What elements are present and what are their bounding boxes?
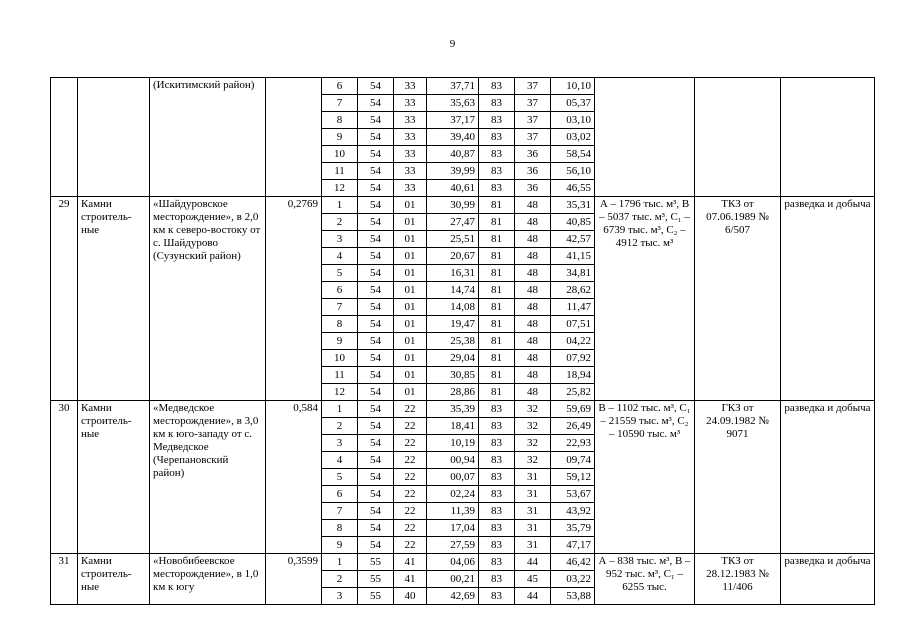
point-number: 10 — [322, 146, 358, 163]
lat-sec: 37,71 — [427, 78, 479, 95]
lat-min: 22 — [394, 520, 427, 537]
point-number: 1 — [322, 401, 358, 418]
lon-sec: 18,94 — [551, 367, 595, 384]
lat-sec: 14,74 — [427, 282, 479, 299]
mineral-type: Камни строитель-ные — [78, 554, 150, 605]
lat-deg: 55 — [358, 588, 394, 605]
lat-min: 41 — [394, 554, 427, 571]
purpose-cell — [781, 78, 875, 197]
lat-deg: 55 — [358, 554, 394, 571]
deposit-number: 30 — [51, 401, 78, 554]
deposits-table — [50, 77, 875, 605]
lat-sec: 00,07 — [427, 469, 479, 486]
lon-deg: 81 — [479, 282, 515, 299]
lat-sec: 30,99 — [427, 197, 479, 214]
mineral-type: Камни строитель-ные — [78, 197, 150, 401]
lon-deg: 81 — [479, 265, 515, 282]
license-area — [266, 78, 322, 197]
deposit-number: 31 — [51, 554, 78, 605]
lat-sec: 27,47 — [427, 214, 479, 231]
lat-deg: 54 — [358, 452, 394, 469]
point-number: 8 — [322, 520, 358, 537]
lon-min: 31 — [515, 486, 551, 503]
lon-sec: 34,81 — [551, 265, 595, 282]
lat-sec: 19,47 — [427, 316, 479, 333]
lon-deg: 81 — [479, 248, 515, 265]
lon-sec: 03,10 — [551, 112, 595, 129]
point-number: 7 — [322, 95, 358, 112]
point-number: 2 — [322, 418, 358, 435]
point-number: 5 — [322, 265, 358, 282]
lat-min: 01 — [394, 367, 427, 384]
point-number: 4 — [322, 248, 358, 265]
lat-sec: 39,40 — [427, 129, 479, 146]
lon-sec: 35,79 — [551, 520, 595, 537]
lon-deg: 83 — [479, 435, 515, 452]
lat-deg: 54 — [358, 384, 394, 401]
lat-min: 22 — [394, 503, 427, 520]
lat-sec: 42,69 — [427, 588, 479, 605]
lat-deg: 54 — [358, 299, 394, 316]
deposit-number — [51, 78, 78, 197]
lat-deg: 54 — [358, 486, 394, 503]
lon-deg: 83 — [479, 112, 515, 129]
lon-deg: 81 — [479, 316, 515, 333]
lon-sec: 56,10 — [551, 163, 595, 180]
purpose-cell: разведка и добыча — [781, 197, 875, 401]
lat-sec: 17,04 — [427, 520, 479, 537]
lon-min: 48 — [515, 384, 551, 401]
lon-sec: 53,67 — [551, 486, 595, 503]
point-number: 6 — [322, 282, 358, 299]
lon-sec: 35,31 — [551, 197, 595, 214]
lat-min: 01 — [394, 384, 427, 401]
approval-cell: ТКЗ от 28.12.1983 № 11/406 — [695, 554, 781, 605]
lon-min: 48 — [515, 333, 551, 350]
point-number: 9 — [322, 333, 358, 350]
lat-sec: 28,86 — [427, 384, 479, 401]
lon-deg: 83 — [479, 503, 515, 520]
point-number: 9 — [322, 129, 358, 146]
lat-min: 22 — [394, 486, 427, 503]
deposit-location: «Шайдуровское месторождение», в 2,0 км к северо-востоку от с. Шайдурово (Сузунский район) — [150, 197, 266, 401]
lat-min: 22 — [394, 401, 427, 418]
mineral-type: Камни строитель-ные — [78, 401, 150, 554]
lat-min: 01 — [394, 248, 427, 265]
lon-sec: 26,49 — [551, 418, 595, 435]
lat-deg: 55 — [358, 571, 394, 588]
table-row — [51, 554, 875, 571]
lat-sec: 20,67 — [427, 248, 479, 265]
lon-sec: 10,10 — [551, 78, 595, 95]
table-row — [51, 401, 875, 418]
point-number: 3 — [322, 588, 358, 605]
lon-min: 48 — [515, 367, 551, 384]
lat-deg: 54 — [358, 520, 394, 537]
lat-deg: 54 — [358, 537, 394, 554]
lon-sec: 47,17 — [551, 537, 595, 554]
lon-min: 36 — [515, 146, 551, 163]
lat-min: 22 — [394, 418, 427, 435]
lon-sec: 46,55 — [551, 180, 595, 197]
lat-sec: 00,21 — [427, 571, 479, 588]
reserves-cell: А – 1796 тыс. м³, В – 5037 тыс. м³, С₁ – 6739 тыс. м³, С₂ – 4912 тыс. м³ — [595, 197, 695, 401]
lon-deg: 83 — [479, 129, 515, 146]
lon-min: 37 — [515, 112, 551, 129]
lon-min: 45 — [515, 571, 551, 588]
lat-deg: 54 — [358, 248, 394, 265]
lon-sec: 42,57 — [551, 231, 595, 248]
lon-min: 31 — [515, 537, 551, 554]
lon-sec: 07,51 — [551, 316, 595, 333]
lat-sec: 25,38 — [427, 333, 479, 350]
lat-min: 01 — [394, 265, 427, 282]
lon-deg: 83 — [479, 452, 515, 469]
lat-deg: 54 — [358, 401, 394, 418]
lat-min: 33 — [394, 129, 427, 146]
lon-min: 32 — [515, 401, 551, 418]
lat-sec: 04,06 — [427, 554, 479, 571]
lat-sec: 10,19 — [427, 435, 479, 452]
page-number: 9 — [449, 38, 456, 50]
lon-min: 48 — [515, 214, 551, 231]
lon-sec: 59,69 — [551, 401, 595, 418]
lat-min: 01 — [394, 282, 427, 299]
lat-deg: 54 — [358, 146, 394, 163]
point-number: 11 — [322, 163, 358, 180]
purpose-cell: разведка и добыча — [781, 554, 875, 605]
point-number: 12 — [322, 384, 358, 401]
lon-sec: 11,47 — [551, 299, 595, 316]
lon-min: 48 — [515, 248, 551, 265]
lat-min: 40 — [394, 588, 427, 605]
lon-deg: 83 — [479, 537, 515, 554]
lat-min: 01 — [394, 299, 427, 316]
reserves-cell: А – 838 тыс. м³, В – 952 тыс. м³, С₁ – 6255 тыс. — [595, 554, 695, 605]
table-row — [51, 197, 875, 214]
point-number: 7 — [322, 299, 358, 316]
point-number: 9 — [322, 537, 358, 554]
lon-min: 48 — [515, 231, 551, 248]
lat-deg: 54 — [358, 95, 394, 112]
purpose-cell: разведка и добыча — [781, 401, 875, 554]
lon-deg: 81 — [479, 367, 515, 384]
lon-sec: 07,92 — [551, 350, 595, 367]
lat-deg: 54 — [358, 282, 394, 299]
lon-deg: 83 — [479, 520, 515, 537]
lat-deg: 54 — [358, 435, 394, 452]
lat-min: 33 — [394, 180, 427, 197]
approval-cell: ТКЗ от 07.06.1989 № 6/507 — [695, 197, 781, 401]
lon-deg: 83 — [479, 78, 515, 95]
lon-deg: 81 — [479, 333, 515, 350]
lat-sec: 14,08 — [427, 299, 479, 316]
lon-deg: 81 — [479, 197, 515, 214]
point-number: 1 — [322, 197, 358, 214]
lat-min: 22 — [394, 435, 427, 452]
lat-deg: 54 — [358, 112, 394, 129]
lat-sec: 40,87 — [427, 146, 479, 163]
lon-min: 37 — [515, 129, 551, 146]
lat-min: 22 — [394, 469, 427, 486]
lon-sec: 59,12 — [551, 469, 595, 486]
lat-min: 33 — [394, 78, 427, 95]
license-area: 0,3599 — [266, 554, 322, 605]
lon-deg: 81 — [479, 231, 515, 248]
lat-min: 33 — [394, 95, 427, 112]
lat-sec: 30,85 — [427, 367, 479, 384]
lat-min: 01 — [394, 231, 427, 248]
lon-min: 48 — [515, 350, 551, 367]
mineral-type — [78, 78, 150, 197]
lat-deg: 54 — [358, 503, 394, 520]
lon-min: 48 — [515, 282, 551, 299]
approval-cell: ГКЗ от 24.09.1982 № 9071 — [695, 401, 781, 554]
lon-deg: 83 — [479, 418, 515, 435]
lat-deg: 54 — [358, 163, 394, 180]
approval-cell — [695, 78, 781, 197]
lat-deg: 54 — [358, 350, 394, 367]
lon-sec: 03,22 — [551, 571, 595, 588]
lat-sec: 25,51 — [427, 231, 479, 248]
lon-min: 36 — [515, 163, 551, 180]
point-number: 6 — [322, 486, 358, 503]
lat-deg: 54 — [358, 367, 394, 384]
lat-min: 01 — [394, 214, 427, 231]
lon-min: 32 — [515, 435, 551, 452]
deposit-number: 29 — [51, 197, 78, 401]
lon-min: 32 — [515, 418, 551, 435]
lon-sec: 25,82 — [551, 384, 595, 401]
lat-sec: 00,94 — [427, 452, 479, 469]
lon-min: 48 — [515, 265, 551, 282]
lat-min: 01 — [394, 197, 427, 214]
lon-min: 37 — [515, 95, 551, 112]
lon-sec: 43,92 — [551, 503, 595, 520]
lon-min: 32 — [515, 452, 551, 469]
point-number: 2 — [322, 571, 358, 588]
lon-deg: 83 — [479, 571, 515, 588]
lon-sec: 41,15 — [551, 248, 595, 265]
lat-sec: 35,63 — [427, 95, 479, 112]
lon-deg: 83 — [479, 554, 515, 571]
lat-sec: 16,31 — [427, 265, 479, 282]
lat-sec: 40,61 — [427, 180, 479, 197]
lon-sec: 46,42 — [551, 554, 595, 571]
lat-sec: 02,24 — [427, 486, 479, 503]
table-row — [51, 78, 875, 95]
lon-deg: 83 — [479, 95, 515, 112]
deposit-location: «Новобибеевское месторождение», в 1,0 км к югу — [150, 554, 266, 605]
lat-deg: 54 — [358, 316, 394, 333]
lat-min: 01 — [394, 333, 427, 350]
lat-min: 01 — [394, 316, 427, 333]
lat-deg: 54 — [358, 418, 394, 435]
reserves-cell: В – 1102 тыс. м³, С₁ – 21559 тыс. м³, С₂ – 10590 тыс. м³ — [595, 401, 695, 554]
lon-sec: 53,88 — [551, 588, 595, 605]
lat-min: 01 — [394, 350, 427, 367]
point-number: 4 — [322, 452, 358, 469]
lon-min: 44 — [515, 588, 551, 605]
lon-deg: 83 — [479, 146, 515, 163]
lat-min: 33 — [394, 112, 427, 129]
point-number: 8 — [322, 316, 358, 333]
lat-min: 22 — [394, 537, 427, 554]
lon-sec: 28,62 — [551, 282, 595, 299]
lon-sec: 04,22 — [551, 333, 595, 350]
lon-deg: 83 — [479, 486, 515, 503]
point-number: 3 — [322, 435, 358, 452]
lat-min: 22 — [394, 452, 427, 469]
lat-deg: 54 — [358, 333, 394, 350]
license-area: 0,2769 — [266, 197, 322, 401]
lon-min: 31 — [515, 503, 551, 520]
lat-sec: 27,59 — [427, 537, 479, 554]
lat-deg: 54 — [358, 129, 394, 146]
lon-min: 48 — [515, 316, 551, 333]
lon-deg: 81 — [479, 299, 515, 316]
lon-deg: 83 — [479, 163, 515, 180]
lon-sec: 40,85 — [551, 214, 595, 231]
lon-sec: 58,54 — [551, 146, 595, 163]
reserves-cell — [595, 78, 695, 197]
point-number: 5 — [322, 469, 358, 486]
point-number: 1 — [322, 554, 358, 571]
lon-sec: 03,02 — [551, 129, 595, 146]
lon-sec: 05,37 — [551, 95, 595, 112]
lon-deg: 83 — [479, 180, 515, 197]
lon-min: 48 — [515, 197, 551, 214]
lon-min: 36 — [515, 180, 551, 197]
lat-sec: 35,39 — [427, 401, 479, 418]
lon-min: 37 — [515, 78, 551, 95]
point-number: 6 — [322, 78, 358, 95]
lat-sec: 39,99 — [427, 163, 479, 180]
lon-deg: 83 — [479, 401, 515, 418]
lon-deg: 83 — [479, 469, 515, 486]
lat-deg: 54 — [358, 197, 394, 214]
lon-deg: 81 — [479, 350, 515, 367]
point-number: 10 — [322, 350, 358, 367]
point-number: 2 — [322, 214, 358, 231]
lat-sec: 11,39 — [427, 503, 479, 520]
deposit-location: (Искитимский район) — [150, 78, 266, 197]
lat-deg: 54 — [358, 469, 394, 486]
lat-deg: 54 — [358, 214, 394, 231]
lat-sec: 37,17 — [427, 112, 479, 129]
lat-min: 33 — [394, 163, 427, 180]
lat-deg: 54 — [358, 180, 394, 197]
point-number: 8 — [322, 112, 358, 129]
lat-min: 33 — [394, 146, 427, 163]
license-area: 0,584 — [266, 401, 322, 554]
point-number: 12 — [322, 180, 358, 197]
lon-min: 31 — [515, 469, 551, 486]
lon-deg: 81 — [479, 214, 515, 231]
lat-deg: 54 — [358, 231, 394, 248]
lon-min: 31 — [515, 520, 551, 537]
lon-sec: 22,93 — [551, 435, 595, 452]
point-number: 7 — [322, 503, 358, 520]
lon-sec: 09,74 — [551, 452, 595, 469]
lon-min: 48 — [515, 299, 551, 316]
lat-min: 41 — [394, 571, 427, 588]
lat-deg: 54 — [358, 78, 394, 95]
lat-sec: 29,04 — [427, 350, 479, 367]
lon-deg: 81 — [479, 384, 515, 401]
lat-deg: 54 — [358, 265, 394, 282]
lon-min: 44 — [515, 554, 551, 571]
lat-sec: 18,41 — [427, 418, 479, 435]
point-number: 11 — [322, 367, 358, 384]
deposit-location: «Медведское месторождение», в 3,0 км к юго-западу от с. Медведское (Черепановский район) — [150, 401, 266, 554]
point-number: 3 — [322, 231, 358, 248]
lon-deg: 83 — [479, 588, 515, 605]
